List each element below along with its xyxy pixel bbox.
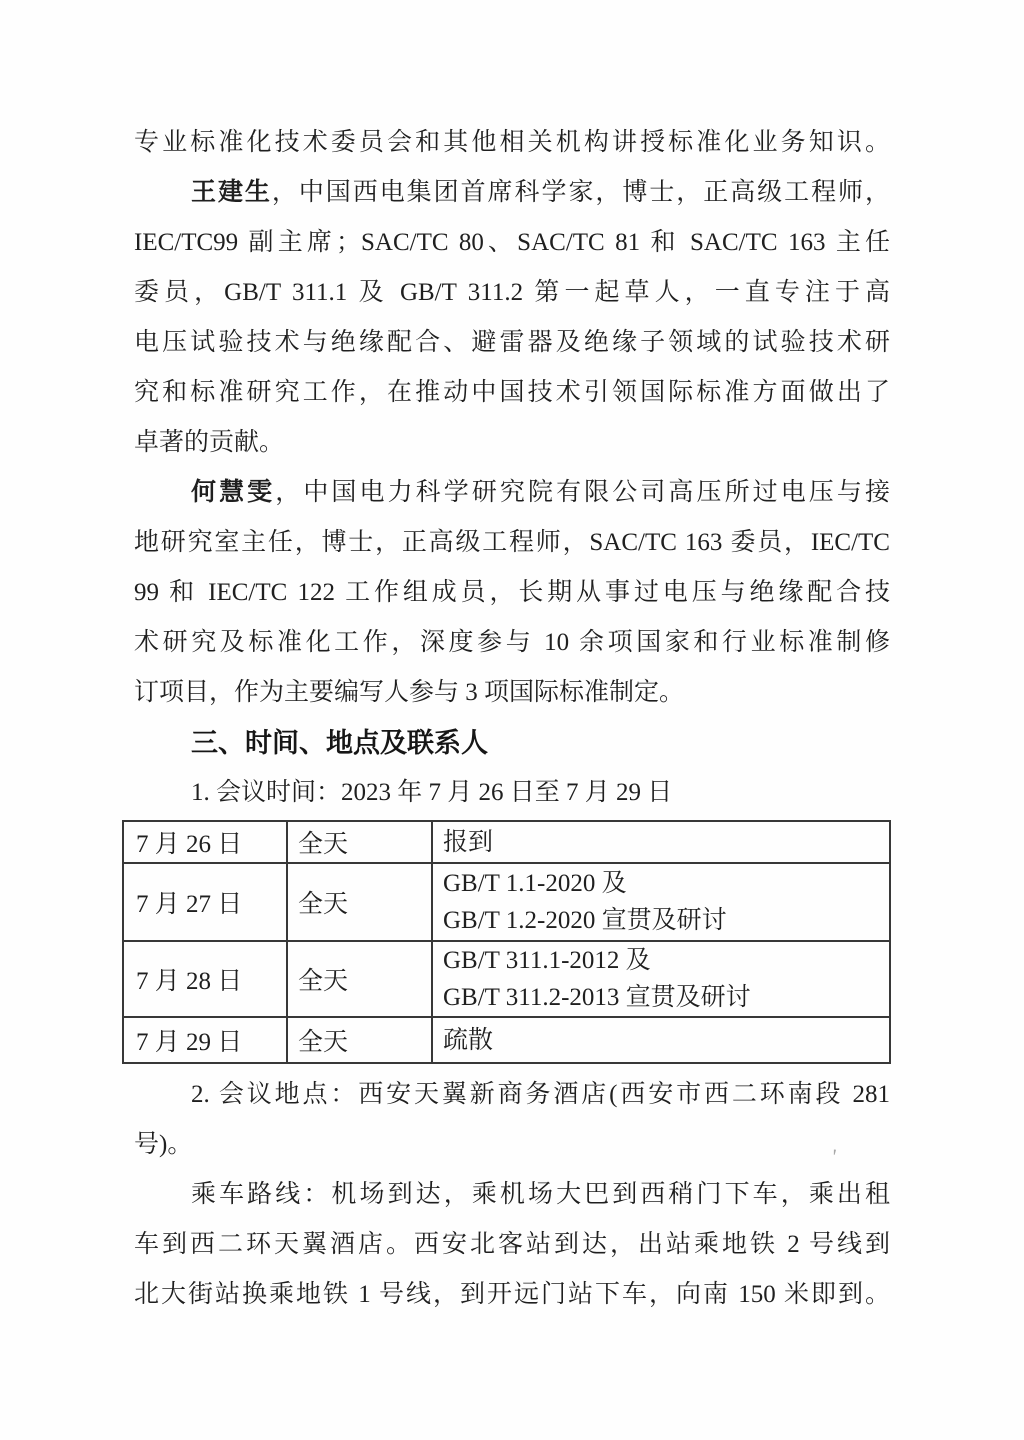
text-line [134,1170,890,1220]
text-segment: 车到西二环天翼酒店。西安北客站到达，出站乘地铁 2 号线到 [134,1231,890,1258]
text-segment: ，中国电力科学研究院有限公司高压所过电压与接 [275,479,890,506]
text-line [134,1070,890,1120]
activity-line: GB/T 1.2-2020 宣贯及研讨 [443,907,727,934]
bold-text-segment: 何慧雯 [191,479,276,506]
text-line [134,418,890,468]
schedule-table-row [123,941,890,1017]
text-segment: ，中国西电集团首席科学家，博士，正高级工程师， [271,179,890,206]
text-line [134,618,890,668]
text-line [134,768,890,818]
text-segment: 究和标准研究工作，在推动中国技术引领国际标准方面做出了 [134,379,890,406]
date-cell: 7 月 28 日 [123,941,287,1017]
text-segment: 订项目，作为主要编写人参与 3 项国际标准制定。 [134,679,685,706]
text-segment: 术研究及标准化工作，深度参与 10 余项国家和行业标准制修 [134,629,890,656]
text-line [134,518,890,568]
text-segment: 北大街站换乘地铁 1 号线，到开远门站下车，向南 150 米即到。 [134,1281,890,1308]
activity-line: GB/T 1.1-2020 及 [443,870,627,897]
text-segment: 1. 会议时间：2023 年 7 月 26 日至 7 月 29 日 [191,779,673,806]
text-line [134,268,890,318]
text-segment: IEC/TC99 副主席；SAC/TC 80、SAC/TC 81 和 SAC/TC 163 主任 [134,229,890,256]
date-cell: 7 月 26 日 [123,821,287,863]
scan-artifact-mark: ' [830,1143,838,1170]
text-line [134,168,890,218]
activity-line: GB/T 311.1-2012 及 [443,947,651,974]
body-text-upper [134,118,890,818]
text-line [134,1220,890,1270]
section-heading [134,718,890,768]
text-segment: 乘车路线：机场到达，乘机场大巴到西稍门下车，乘出租 [191,1181,890,1208]
text-segment: 2. 会议地点：西安天翼新商务酒店(西安市西二环南段 281 [191,1081,890,1108]
body-text-lower [134,1070,890,1320]
text-segment: 专业标准化技术委员会和其他相关机构讲授标准化业务知识。 [134,129,890,156]
bold-text-segment: 三、时间、地点及联系人 [191,728,488,758]
schedule-table-row [123,821,890,863]
text-segment: 地研究室主任，博士，正高级工程师，SAC/TC 163 委员，IEC/TC [134,529,890,556]
activity-line: 报到 [443,828,494,856]
text-segment: 号)。 [134,1131,193,1158]
text-line [134,218,890,268]
text-segment: 电压试验技术与绝缘配合、避雷器及绝缘子领域的试验技术研 [134,329,890,356]
activity-cell [432,863,890,941]
activity-line: GB/T 311.2-2013 宣贯及研讨 [443,984,751,1011]
time-cell: 全天 [287,1017,432,1063]
date-cell: 7 月 27 日 [123,863,287,941]
bold-text-segment: 王建生 [191,179,272,206]
text-segment: 委员，GB/T 311.1 及 GB/T 311.2 第一起草人，一直专注于高 [134,279,890,306]
text-line [134,368,890,418]
text-segment: 99 和 IEC/TC 122 工作组成员，长期从事过电压与绝缘配合技 [134,579,890,606]
text-line [134,468,890,518]
time-cell: 全天 [287,863,432,941]
activity-cell [432,941,890,1017]
text-line [134,1120,890,1170]
schedule-table-row [123,1017,890,1063]
date-cell: 7 月 29 日 [123,1017,287,1063]
activity-cell [432,821,890,863]
activity-cell [432,1017,890,1063]
meeting-schedule-table [122,820,891,1064]
text-line [134,668,890,718]
activity-line: 疏散 [443,1026,494,1054]
text-line [134,118,890,168]
text-line [134,318,890,368]
text-line [134,1270,890,1320]
schedule-table-row [123,863,890,941]
text-line [134,568,890,618]
time-cell: 全天 [287,941,432,1017]
text-segment: 卓著的贡献。 [134,429,285,456]
time-cell: 全天 [287,821,432,863]
